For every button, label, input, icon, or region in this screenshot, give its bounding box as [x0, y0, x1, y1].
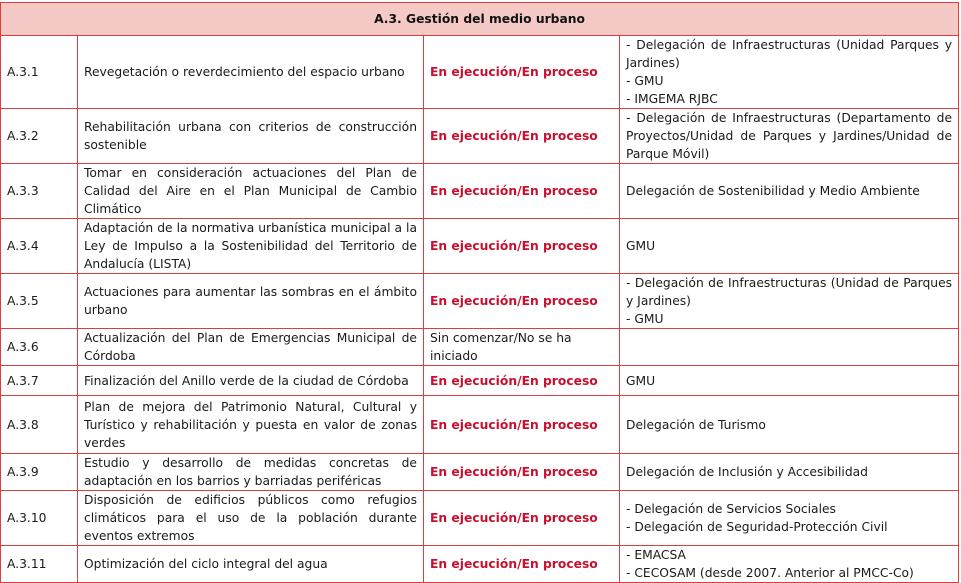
table-row [1, 396, 959, 454]
action-description: Estudio y desarrollo de medidas concretas de adaptación en los barrios y barriadas periféricas [78, 454, 424, 491]
responsible-entity: - CECOSAM (desde 2007. Anterior al PMCC-Co) [626, 566, 914, 580]
action-code: A.3.4 [1, 219, 78, 274]
responsible-entity: - EMACSA [626, 548, 686, 562]
section-title: A.3. Gestión del medio urbano [1, 3, 959, 36]
table-header-row [1, 3, 959, 36]
responsible-entities [620, 546, 959, 583]
table-row [1, 546, 959, 583]
action-status: En ejecución/En proceso [424, 454, 620, 491]
action-description: Revegetación o reverdecimiento del espacio urbano [78, 36, 424, 109]
responsible-entities [620, 491, 959, 546]
action-description: Optimización del ciclo integral del agua [78, 546, 424, 583]
action-description: Tomar en consideración actuaciones del Plan de Calidad del Aire en el Plan Municipal de Cambio Climático [78, 164, 424, 219]
action-description: Adaptación de la normativa urbanística municipal a la Ley de Impulso a la Sostenibilidad del Territorio de Andalucía (LISTA) [78, 219, 424, 274]
table-row [1, 329, 959, 366]
action-code: A.3.10 [1, 491, 78, 546]
action-status: En ejecución/En proceso [424, 164, 620, 219]
action-code: A.3.8 [1, 396, 78, 454]
table-row [1, 164, 959, 219]
responsible-entity: - GMU [626, 74, 664, 88]
action-code: A.3.1 [1, 36, 78, 109]
actions-table [0, 2, 959, 583]
table-row [1, 36, 959, 109]
action-status: En ejecución/En proceso [424, 366, 620, 396]
action-description: Plan de mejora del Patrimonio Natural, Cultural y Turístico y rehabilitación y puesta en valor de zonas verdes [78, 396, 424, 454]
responsible-entities [620, 164, 959, 219]
responsible-entities [620, 36, 959, 109]
action-code: A.3.2 [1, 109, 78, 164]
responsible-entities [620, 396, 959, 454]
responsible-entity: - Delegación de Servicios Sociales [626, 502, 836, 516]
responsible-entity: - GMU [626, 312, 664, 326]
responsible-entity: - Delegación de Infraestructuras (Departamento de Proyectos/Unidad de Parques y Jardines/Unidad de Parque Móvil) [626, 111, 953, 161]
responsible-entities [620, 219, 959, 274]
responsible-entity: Delegación de Turismo [626, 417, 766, 432]
responsible-entity: - Delegación de Infraestructuras (Unidad de Parques y Jardines) [626, 276, 953, 308]
responsible-entity: GMU [626, 239, 656, 253]
action-status: En ejecución/En proceso [424, 219, 620, 274]
action-status: En ejecución/En proceso [424, 546, 620, 583]
action-description: Rehabilitación urbana con criterios de construcción sostenible [78, 109, 424, 164]
action-description: Disposición de edificios públicos como refugios climáticos para el uso de la población durante eventos extremos [78, 491, 424, 546]
action-description: Actuaciones para aumentar las sombras en el ámbito urbano [78, 274, 424, 329]
responsible-entity: Delegación de Inclusión y Accesibilidad [626, 465, 868, 479]
action-status: En ejecución/En proceso [424, 491, 620, 546]
responsible-entity: - IMGEMA RJBC [626, 92, 718, 106]
responsible-entities [620, 274, 959, 329]
table-row [1, 491, 959, 546]
action-description: Finalización del Anillo verde de la ciudad de Córdoba [78, 366, 424, 396]
responsible-entity: - Delegación de Seguridad-Protección Civil [626, 520, 888, 534]
action-code: A.3.7 [1, 366, 78, 396]
action-code: A.3.5 [1, 274, 78, 329]
table-row [1, 366, 959, 396]
action-status: En ejecución/En proceso [424, 36, 620, 109]
responsible-entities [620, 109, 959, 164]
action-status: En ejecución/En proceso [424, 396, 620, 454]
responsible-entity: - Delegación de Infraestructuras (Unidad Parques y Jardines) [626, 38, 953, 70]
action-status: En ejecución/En proceso [424, 274, 620, 329]
responsible-entities [620, 366, 959, 396]
action-status: En ejecución/En proceso [424, 109, 620, 164]
action-code: A.3.3 [1, 164, 78, 219]
action-code: A.3.6 [1, 329, 78, 366]
action-description: Actualización del Plan de Emergencias Municipal de Córdoba [78, 329, 424, 366]
table-row [1, 454, 959, 491]
table-row [1, 109, 959, 164]
table-row [1, 219, 959, 274]
responsible-entity: GMU [626, 373, 656, 388]
responsible-entities [620, 329, 959, 366]
action-status: Sin comenzar/No se ha iniciado [424, 329, 620, 366]
table-row [1, 274, 959, 329]
action-code: A.3.11 [1, 546, 78, 583]
action-code: A.3.9 [1, 454, 78, 491]
responsible-entity: Delegación de Sostenibilidad y Medio Ambiente [626, 184, 920, 198]
responsible-entities [620, 454, 959, 491]
